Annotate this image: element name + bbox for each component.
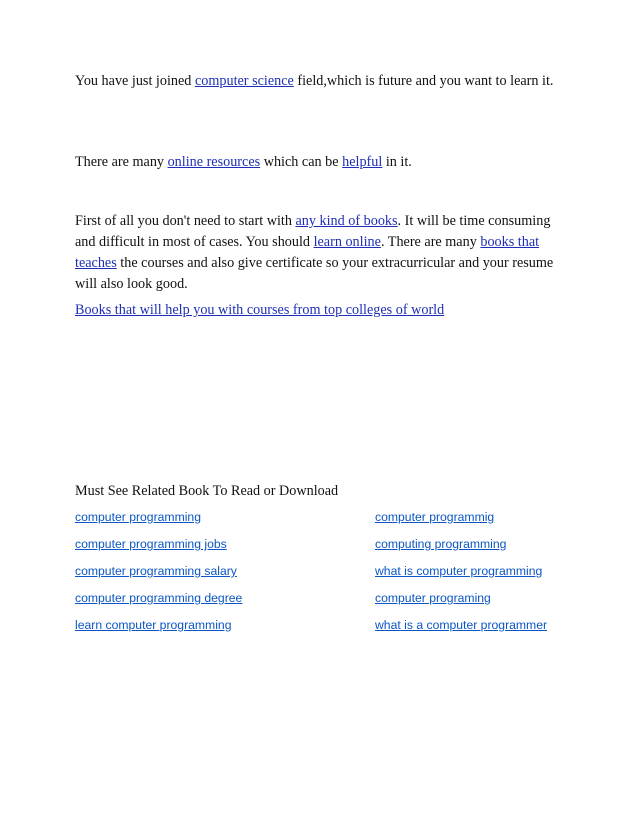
- advice-text-4: the courses and also give certificate so your extracurricular and your resume will also look good.: [75, 255, 554, 292]
- computer-science-link[interactable]: computer science: [194, 73, 294, 89]
- related-link[interactable]: learn computer programming: [75, 618, 232, 632]
- helpful-link[interactable]: helpful: [342, 154, 383, 170]
- related-link[interactable]: computer programming jobs: [75, 537, 227, 551]
- advice-paragraph: [75, 211, 565, 295]
- related-link[interactable]: what is computer programming: [375, 564, 543, 578]
- resources-text-1: There are many: [75, 154, 168, 170]
- learn-online-link[interactable]: learn online: [313, 234, 381, 250]
- related-link[interactable]: computing programming: [375, 537, 507, 551]
- intro-text-2: field,which is future and you want to learn it.: [293, 73, 554, 89]
- related-link[interactable]: computer programing: [375, 591, 491, 605]
- intro-paragraph: [75, 71, 565, 92]
- advice-text-3: . There are many: [380, 234, 481, 250]
- advice-text-2: . It will be time consuming and difficult in most of cases. You should: [75, 213, 551, 250]
- related-link[interactable]: what is a computer programmer: [375, 618, 548, 632]
- resources-paragraph: [75, 152, 565, 173]
- advice-text-1: First of all you don't need to start with: [75, 213, 296, 229]
- books-that-teaches-link[interactable]: books that teaches: [75, 234, 540, 271]
- related-link[interactable]: computer programming degree: [75, 591, 243, 605]
- related-link[interactable]: computer programming salary: [75, 564, 237, 578]
- books-courses-link[interactable]: Books that will help you with courses from top colleges of world: [75, 302, 445, 318]
- related-link[interactable]: computer programming: [75, 510, 201, 524]
- resources-text-2: which can be: [260, 154, 343, 170]
- intro-text-1: You have just joined: [75, 73, 195, 89]
- resources-text-3: in it.: [382, 154, 412, 170]
- books-courses-paragraph: [75, 300, 565, 321]
- related-heading: Must See Related Book To Read or Download: [75, 483, 339, 499]
- any-kind-of-books-link[interactable]: any kind of books: [295, 213, 398, 229]
- related-link[interactable]: computer programmig: [375, 510, 495, 524]
- online-resources-link[interactable]: online resources: [167, 154, 261, 170]
